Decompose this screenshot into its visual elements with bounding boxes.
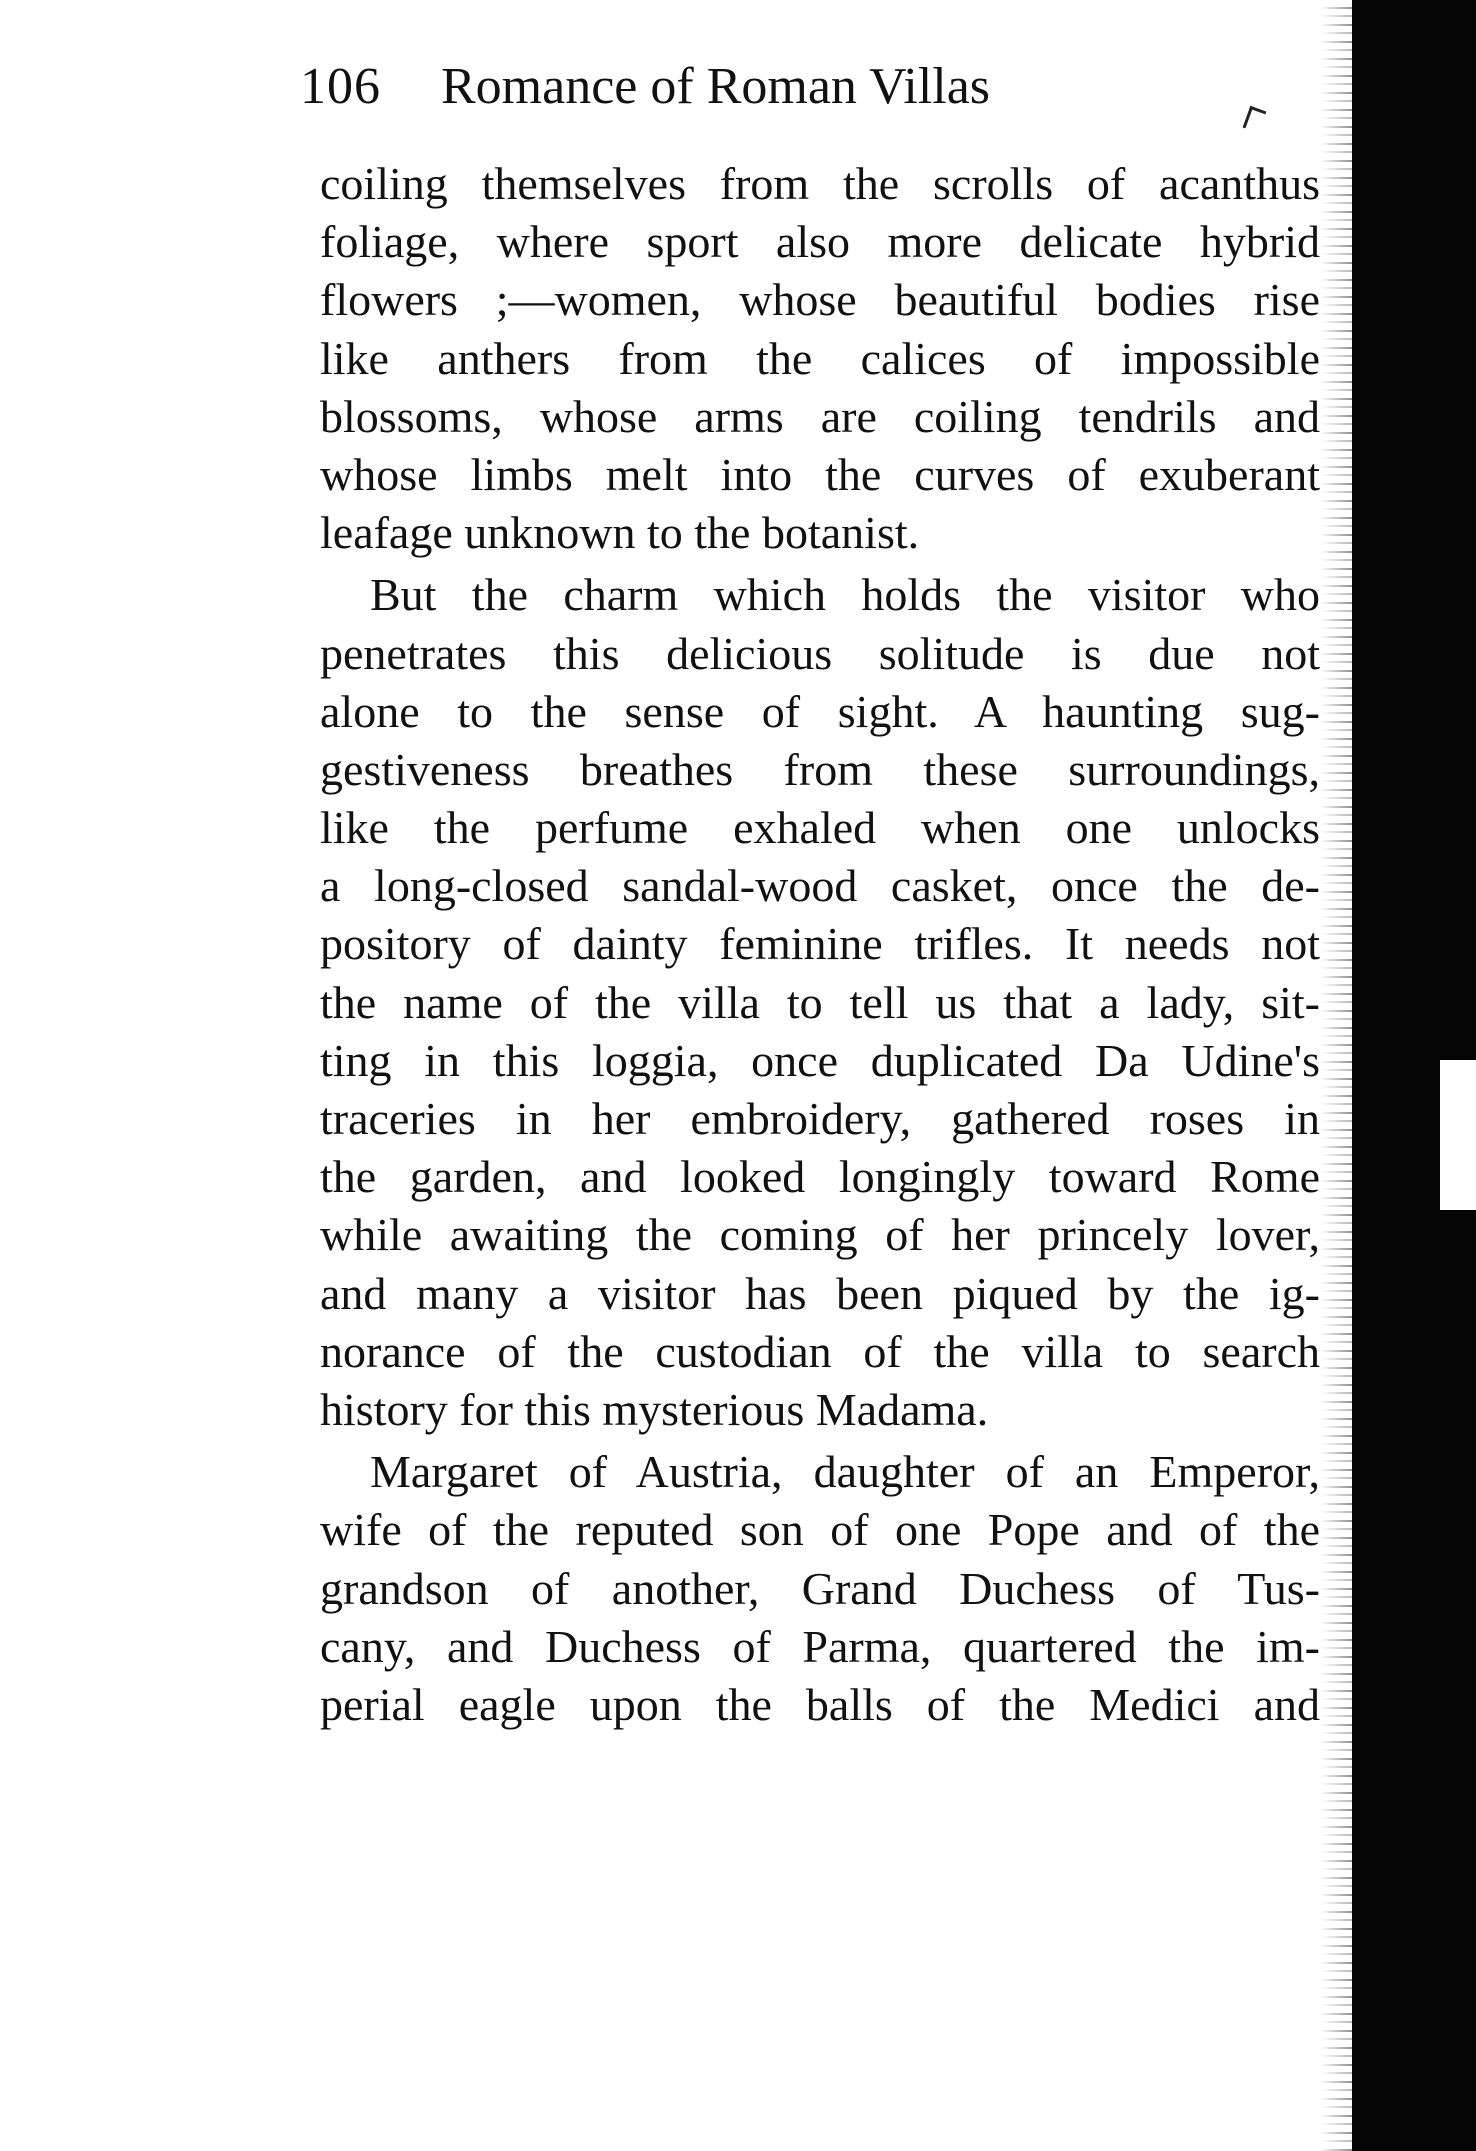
text-line: cany, and Duchess of Parma, quartered the im-: [320, 1620, 1320, 1672]
text-line: norance of the custodian of the villa to search: [320, 1325, 1320, 1377]
page-number: 106: [300, 58, 381, 115]
text-line: like anthers from the calices of impossible: [320, 332, 1320, 384]
text-line: foliage, where sport also more delicate hybrid: [320, 216, 1320, 268]
text-line: the name of the villa to tell us that a lady, sit-: [320, 976, 1320, 1028]
text-line: ting in this loggia, once duplicated Da Udine's: [320, 1034, 1320, 1086]
text-line: a long-closed sandal-wood casket, once the de-: [320, 860, 1320, 912]
text-line: flowers ;—women, whose beautiful bodies rise: [320, 274, 1320, 326]
text-line: leafage unknown to the botanist.: [320, 507, 920, 559]
text-line: and many a visitor has been piqued by the ig-: [320, 1267, 1320, 1319]
running-title: Romance of Roman Villas: [441, 58, 991, 115]
text-line: blossoms, whose arms are coiling tendrils and: [320, 390, 1320, 442]
text-line: But the charm which holds the visitor who: [370, 569, 1320, 621]
text-line: while awaiting the coming of her princely lover,: [320, 1209, 1320, 1261]
text-line: like the perfume exhaled when one unlocks: [320, 802, 1320, 854]
text-line: pository of dainty feminine trifles. It needs not: [320, 918, 1320, 970]
body-text: [320, 155, 1320, 1734]
text-line: perial eagle upon the balls of the Medici and: [320, 1678, 1320, 1730]
text-line: Margaret of Austria, daughter of an Emperor,: [370, 1446, 1320, 1498]
text-line: alone to the sense of sight. A haunting sug-: [320, 685, 1320, 737]
text-line: history for this mysterious Madama.: [320, 1383, 989, 1435]
text-line: coiling themselves from the scrolls of acanthus: [320, 158, 1320, 209]
text-line: traceries in her embroidery, gathered roses in: [320, 1093, 1320, 1144]
page-header: [300, 52, 1300, 122]
scan-gutter-notch: [1440, 1060, 1476, 1210]
text-line: the garden, and looked longingly toward Rome: [320, 1151, 1320, 1203]
text-line: gestiveness breathes from these surroundings,: [320, 743, 1320, 795]
text-line: grandson of another, Grand Duchess of Tus-: [320, 1562, 1320, 1614]
text-line: wife of the reputed son of one Pope and of the: [320, 1504, 1320, 1556]
text-line: penetrates this delicious solitude is due not: [320, 627, 1320, 679]
text-line: whose limbs melt into the curves of exuberant: [320, 448, 1320, 500]
